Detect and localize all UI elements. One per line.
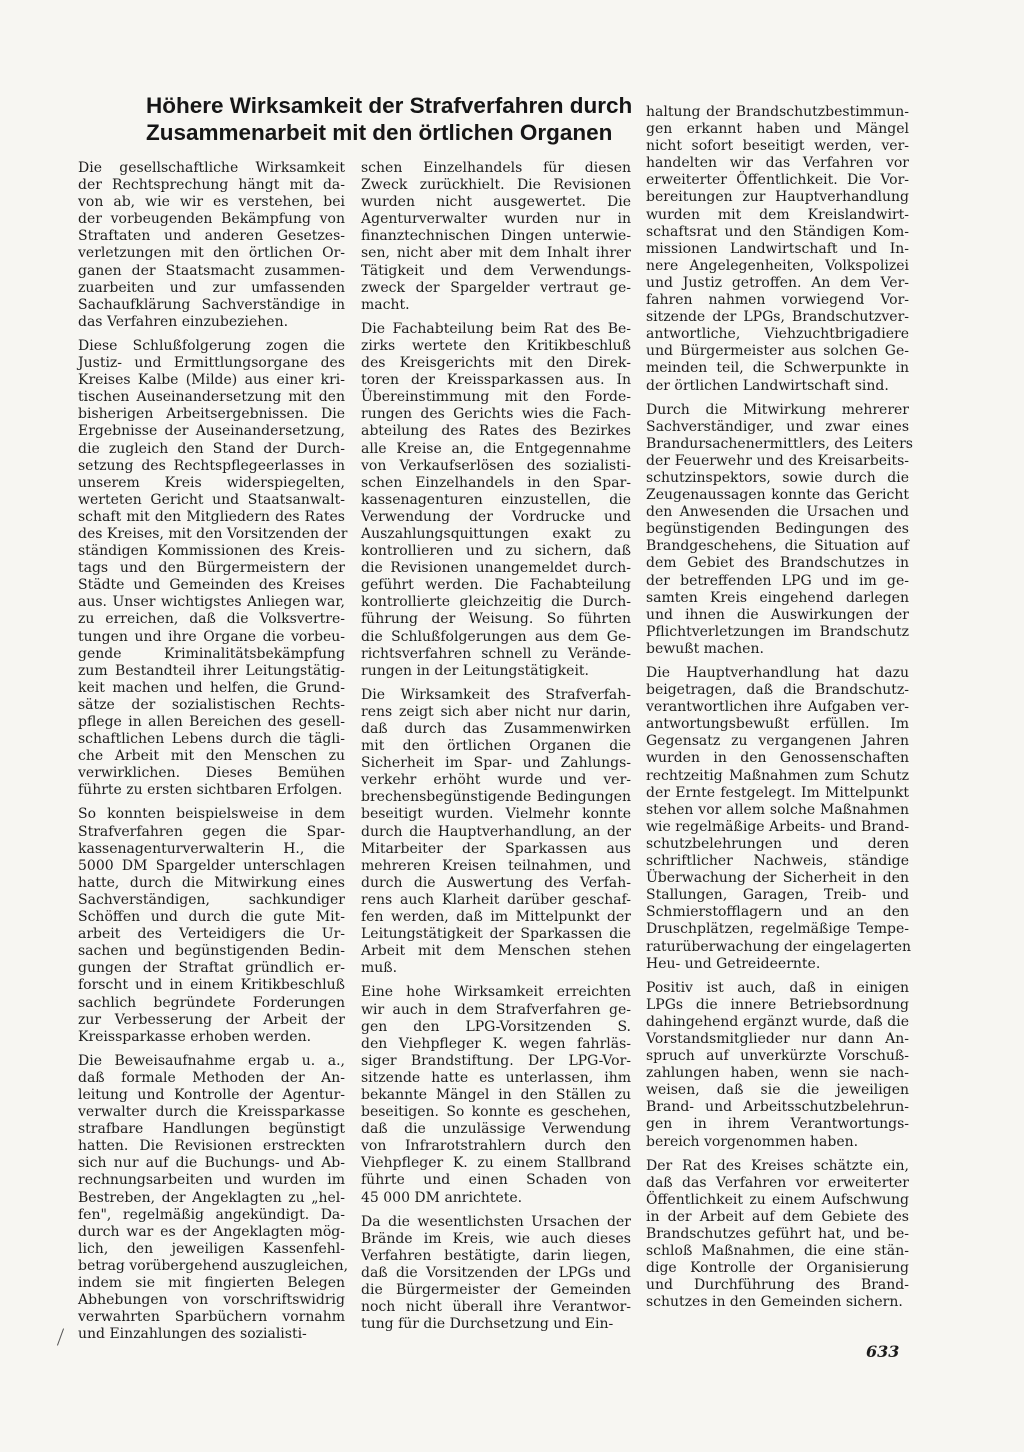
text-line: Leitungstätigkeit der Sparkassen die [361,926,631,943]
text-line: fen", regelmäßig angekündigt. Da- [78,1206,345,1223]
text-line: bereitungen zur Hauptverhandlung [646,189,909,206]
text-line: und Justiz getroffen. An dem Ver- [646,274,909,291]
text-line: indem sie mit fingierten Belegen [78,1275,345,1291]
text-line: des Kreises, mit den Vorsitzenden der [78,525,348,542]
text-line: Die Hauptverhandlung hat dazu [646,665,909,681]
text-line: verwalter durch die Kreissparkasse [78,1104,345,1121]
text-line: in der Arbeit auf dem Gebiete des [646,1208,909,1225]
text-line: rechnungsarbeiten und wurden im [78,1172,345,1189]
text-line: führte und einen Schaden von [361,1172,631,1189]
text-line: richtsverfahren schnell zu Verände- [361,645,631,662]
text-line: Verfahren bestätigte, darin liegen, [361,1247,631,1264]
text-line: Viehpfleger K. zu einem Stallbrand [361,1155,631,1172]
text-line: Straftaten und anderen Gesetzes- [78,228,345,245]
text-line: antwortungsbewußt erfüllen. Im [646,716,909,733]
text-line: Positiv ist auch, daß in einigen [646,979,909,996]
text-line: toren der Kreissparkassen aus. In [361,372,631,389]
text-line: bereich vorgenommen haben. [646,1133,859,1150]
text-line: Die gesellschaftliche Wirksamkeit [78,160,345,176]
title-line-1: Höhere Wirksamkeit der Strafverfahren durch [146,93,633,118]
text-line: stehen vor allem solche Maßnahmen [646,801,909,818]
text-line: ganen der Staatsmacht zusammen- [78,262,345,279]
text-column-3 [646,104,913,1318]
text-line: und Bürgermeister aus solchen Ge- [646,343,909,360]
text-line: rens auch Klarheit darüber geschaf- [361,891,631,908]
text-line: von Verkaufserlösen des sozialisti- [361,457,631,474]
text-line: Sachverständiger, und zwar eines [646,418,909,435]
margin-mark [57,1328,64,1345]
article-title [146,92,636,146]
text-line: Agenturverwalter wurden nur in [361,211,631,228]
paragraph [646,104,909,395]
text-line: gen den LPG-Vorsitzenden S. [361,1018,631,1035]
text-line: durch die Auswertung des Verfah- [361,874,631,891]
text-line: hatte, durch die Mitwirkung eines [78,874,345,891]
text-line: brechensbegünstigende Bedingungen [361,789,631,806]
text-line: betrag vorübergehend auszugleichen, [78,1257,349,1274]
text-line: schaftsrat und den Ständigen Kom- [646,223,909,240]
text-line: geführt werden. Die Fachabteilung [361,577,631,594]
text-line: schutzinspektors, sowie durch die [646,469,909,486]
paragraph [78,1052,349,1344]
text-line: zahlungen haben, wenn sie nach- [646,1065,909,1082]
text-line: mehreren Kreisen teilnahmen, und [361,857,631,874]
text-line: schloß Maßnahmen, die eine stän- [646,1243,909,1260]
text-line: LPGs die innere Betriebsordnung [646,996,909,1013]
text-line: Mitarbeiter der Sparkassen aus [361,840,631,857]
page-number: 633 [866,1342,900,1361]
text-line: rungen in der Leitungstätigkeit. [361,662,589,679]
text-line: Auszahlungsquittungen exakt zu [361,525,631,542]
text-line: wurden in den Genossenschaften [646,750,909,767]
text-line: mit den örtlichen Organen die [361,738,631,755]
text-line: rens zeigt sich aber nicht nur darin, [361,703,631,720]
text-line: begünstigenden Bedingungen des [646,521,909,538]
text-line: daß die Vorsitzenden der LPGs und [361,1264,631,1281]
text-line: Vorstandsmitglieder nur dann An- [646,1030,909,1047]
text-line: Sicherheit im Spar- und Zahlungs- [361,755,631,772]
text-line: zur Verbesserung der Arbeit der [78,1011,345,1028]
paragraph [361,160,631,314]
text-line: muß. [361,960,398,977]
text-line: schutzes in den Gemeinden sichern. [646,1294,903,1311]
text-line: gungen der Straftat gründlich er- [78,960,345,977]
text-line: meinden teil, die Schwerpunkte in [646,360,909,377]
text-line: aus. Unser wichtigstes Anliegen war, [78,594,345,611]
text-line: zuarbeiten und zur umfassenden [78,279,345,296]
text-line: werteten Gericht und Staatsanwalt- [78,491,345,508]
text-line: zweck der Spargelder vertraut ge- [361,279,631,296]
text-line: fen werden, daß im Mittelpunkt der [361,909,631,926]
title-line-2: Zusammenarbeit mit den örtlichen Organen [146,120,613,145]
paragraph [78,806,345,1045]
text-line: beigetragen, daß die Brandschutz- [646,682,909,699]
text-line: führte zu ersten sichtbaren Erfolgen. [78,782,343,799]
text-line: wurden mit dem Kreislandwirt- [646,206,909,223]
text-line: Pflichtverletzungen im Brandschutz [646,623,909,640]
text-line: handelten wir das Verfahren vor [646,155,909,172]
text-line: che Arbeit mit den Menschen zu [78,748,345,765]
text-line: noch nicht überall ihre Verantwor- [361,1299,631,1316]
text-line: Der Rat des Kreises schätzte ein, [646,1157,909,1174]
text-line: Strafverfahren gegen die Spar- [78,823,345,840]
text-line: Brände im Kreis, wie auch dieses [361,1230,631,1247]
text-line: Öffentlichkeit zu einem Aufschwung [646,1191,909,1208]
text-line: zum Bestandteil ihrer Leitungstätig- [78,662,345,679]
text-line: alle Kreise an, die Entgegennahme [361,440,631,457]
text-line: wir auch in dem Strafverfahren ge- [361,1001,631,1018]
text-line: samten Kreis eingehend darlegen [646,589,909,606]
text-line: Ergebnisse der Auseinandersetzung, [78,423,345,440]
text-line: der Feuerwehr und des Kreisarbeits- [646,452,909,469]
text-line: Kreises Kalbe (Milde) aus einer kri- [78,372,345,389]
text-line: schen Einzelhandels für diesen [361,160,631,176]
text-line: führung der Weisung. So führten [361,611,631,628]
text-line: durch die Hauptverhandlung, an der [361,823,631,840]
text-line: Die Beweisaufnahme ergab u. a., [78,1052,345,1069]
text-line: 5000 DM Spargelder unterschlagen [78,857,345,874]
text-line: strafbare Handlungen begünstigt [78,1121,345,1138]
text-line: die Revisionen unangemeldet durch- [361,560,631,577]
text-line: finanztechnischen Dingen unterwie- [361,228,631,245]
text-column-2 [361,160,631,1340]
text-line: beseitigt wurden. Vielmehr konnte [361,806,631,823]
text-line: kontrollierte gleichzeitig die Durch- [361,594,631,611]
text-line: weisen, daß sie die jeweiligen [646,1082,909,1099]
text-line: keit machen und helfen, die Grund- [78,679,345,696]
text-line: spruch auf unverkürzte Vorschuß- [646,1048,909,1065]
text-line: Zeugenaussagen konnte das Gericht [646,487,909,504]
text-line: missionen Landwirtschaft und In- [646,240,909,257]
text-line: schaftlichen Lebens durch die tägli- [78,731,345,748]
text-line: Zweck zurückhielt. Die Revisionen [361,177,631,194]
text-line: verwahrten Sparbüchern vornahm [78,1309,345,1326]
text-line: kassenagenturverwalterin H., die [78,840,345,857]
text-line: 45 000 DM anrichtete. [361,1189,523,1206]
text-line: gen erkannt haben und Mängel [646,121,909,138]
text-line: Bestreben, der Angeklagten zu „hel- [78,1189,345,1206]
text-line: tischen Auseinandersetzung mit den [78,389,345,406]
text-line: verwirklichen. Dieses Bemühen [78,765,345,782]
paragraph [361,1214,631,1334]
text-line: nere Angelegenheiten, Volkspolizei [646,257,909,274]
text-line: tags und den Bürgermeistern der [78,560,345,577]
text-line: der Rechtsprechung hängt mit da- [78,177,345,194]
text-line: Verwendung der Vordrucke und [361,508,631,525]
text-line: gende Kriminalitätsbekämpfung [78,645,345,662]
paragraph [78,160,345,331]
text-line: und Einzahlungen des sozialisti- [78,1326,307,1343]
text-line: Brand- und Arbeitsschutzbelehrun- [646,1099,909,1116]
text-line: wurden nicht ausgewertet. Die [361,194,631,211]
text-line: Übereinstimmung mit den Forde- [361,389,631,406]
text-line: Druschplätzen, regelmäßige Tempe- [646,921,909,938]
text-line: verantwortlichen ihre Aufgaben ver- [646,699,909,716]
text-line: Brandursachenermittlers, des Leiters [646,435,913,452]
text-line: Gegensatz zu vergangenen Jahren [646,733,909,750]
text-column-1 [78,160,349,1350]
text-line: daß formale Methoden der An- [78,1069,345,1086]
text-line: sätze der sozialistischen Rechts- [78,696,345,713]
text-line: setzung des Rechtspflegeerlasses in [78,457,345,474]
paragraph [361,321,631,680]
text-line: Schöffen und durch die gute Mit- [78,909,345,926]
text-line: Heu- und Getreideernte. [646,955,821,972]
paragraph [646,401,913,658]
text-line: schutzbelehrungen und deren [646,835,909,852]
text-line: erweiterter Öffentlichkeit. Die Vor- [646,172,909,189]
text-line: den Anwesenden die Ursachen und [646,504,909,521]
paragraph [646,665,912,973]
paragraph [78,337,348,800]
text-line: tung für die Durchsetzung und Ein- [361,1316,614,1333]
text-line: daß durch das Zusammenwirken [361,721,631,737]
text-line: haltung der Brandschutzbestimmun- [646,104,909,120]
text-line: und ihnen die Auswirkungen der [646,606,909,623]
text-line: gen in ihrem Verantwortungs- [646,1116,909,1133]
text-line: fahren nahmen vorwiegend Vor- [646,292,909,309]
text-line: daß die unzulässige Verwendung [361,1121,631,1138]
text-line: rechtzeitig Maßnahmen zum Schutz [646,767,909,784]
text-line: sachlich begründete Forderungen [78,994,345,1011]
text-line: die Schlußfolgerungen aus dem Ge- [361,628,631,645]
text-line: schaft mit den Mitgliedern des Rates [78,508,345,525]
text-line: der Ernte festgelegt. Im Mittelpunkt [646,784,909,801]
text-line: Sachverständigen, sachkundiger [78,891,345,908]
text-line: Eine hohe Wirksamkeit erreichten [361,984,631,1001]
text-line: zirks wertete den Kritikbeschluß [361,337,631,354]
text-line: des Kreisgerichts mit den Direk- [361,355,631,372]
text-line: Brandschutzes geführt hat, und be- [646,1226,909,1242]
text-line: raturüberwachung der eingelagerten [646,938,912,955]
text-line: die zugleich den Stand der Durch- [78,440,345,457]
text-line: der örtlichen Landwirtschaft sind. [646,377,889,394]
text-line: leitung und Kontrolle der Agentur- [78,1086,345,1103]
text-line: Überwachung der Sicherheit in den [646,870,909,887]
text-line: von ab, wie wir es verstehen, bei [78,194,345,211]
text-line: nicht sofort beseitigt werden, ver- [646,138,909,155]
text-line: tungen und ihre Organe die vorbeu- [78,628,345,645]
text-line: bisherigen Arbeitsergebnissen. Die [78,406,345,423]
text-line: abteilung des Rates des Bezirkes [361,423,631,440]
paragraph [361,687,631,978]
paragraph [361,984,631,1206]
text-line: und Durchführung des Brand- [646,1277,909,1294]
text-line: pflege in allen Bereichen des gesell- [78,714,345,730]
text-line: Kreissparkasse erhoben werden. [78,1028,312,1045]
text-line: daß das Verfahren vor erweiterter [646,1174,909,1191]
text-line: verkehr erhöht wurde und ver- [361,772,631,789]
text-line: Tätigkeit und dem Verwendungs- [361,262,631,279]
text-line: Stallungen, Garagen, Treib- und [646,887,909,904]
text-line: antwortliche, Viehzuchtbrigadiere [646,326,909,343]
text-line: das Verfahren einzubeziehen. [78,313,289,330]
text-line: Diese Schlußfolgerung zogen die [78,337,345,354]
text-line: lich, den jeweiligen Kassenfehl- [78,1240,345,1257]
text-line: dahingehend ergänzt wurde, daß die [646,1013,909,1030]
text-line: verletzungen mit den örtlichen Or- [78,245,345,262]
text-line: hatten. Die Revisionen erstreckten [78,1138,345,1155]
text-line: dem Gebiet des Brandschutzes in [646,555,909,572]
text-line: bewußt machen. [646,640,764,657]
text-line: durch war es der Angeklagten mög- [78,1223,345,1240]
text-line: sen, nicht aber mit dem Inhalt ihrer [361,245,631,262]
text-line: Sachaufklärung Sachverständige in [78,296,345,313]
text-line: von Infrarotstrahlern durch den [361,1138,631,1155]
text-line: sich nur auf die Buchungs- und Ab- [78,1155,345,1172]
text-line: zu erreichen, daß die Volksvertre- [78,611,345,628]
text-line: den Viehpfleger K. wegen fahrläs- [361,1035,631,1052]
text-line: Die Fachabteilung beim Rat des Be- [361,320,631,337]
text-line: forscht und in einem Kritikbeschluß [78,977,345,994]
text-line: sitzende der LPGs, Brandschutzver- [646,309,909,326]
text-line: siger Brandstiftung. Der LPG-Vor- [361,1052,631,1069]
text-line: wie regelmäßige Arbeits- und Brand- [646,818,910,835]
text-line: schen Einzelhandels in den Spar- [361,474,631,491]
text-line: macht. [361,296,410,313]
text-line: Brandgeschehens, die Situation auf [646,538,909,555]
text-line: Städte und Gemeinden des Kreises [78,577,345,594]
text-line: beseitigen. So konnte es geschehen, [361,1104,631,1121]
text-line: bekannte Mängel in den Ställen zu [361,1086,631,1103]
text-line: sitzende hatte es unterlassen, ihm [361,1069,631,1086]
text-line: arbeit des Verteidigers die Ur- [78,926,345,943]
paragraph [646,1158,909,1312]
text-line: So konnten beispielsweise in dem [78,806,345,823]
text-line: Arbeit mit dem Menschen stehen [361,943,631,960]
text-line: Durch die Mitwirkung mehrerer [646,401,909,418]
text-line: der vorbeugenden Bekämpfung von [78,211,345,228]
text-line: der betreffenden LPG und im ge- [646,572,909,589]
text-line: dige Kontrolle der Organisierung [646,1260,909,1277]
text-line: rungen des Gerichts wies die Fach- [361,406,631,423]
text-line: Da die wesentlichsten Ursachen der [361,1213,631,1230]
text-line: Die Wirksamkeit des Strafverfah- [361,686,631,703]
text-line: unserem Kreis widerspiegelten, [78,474,345,491]
text-line: die Bürgermeister der Gemeinden [361,1282,631,1298]
text-line: kassenagenturen einzustellen, die [361,491,631,508]
paragraph [646,980,909,1151]
text-line: Abhebungen von vorschriftswidrig [78,1292,345,1309]
text-line: Schmierstofflagern und an den [646,904,909,921]
text-line: schriftlicher Nachweis, ständige [646,853,909,870]
text-line: kontrollieren und zu sichern, daß [361,543,631,560]
text-line: Justiz- und Ermittlungsorgane des [78,355,345,372]
text-line: ständigen Kommissionen des Kreis- [78,543,345,560]
text-line: sachen und begünstigenden Bedin- [78,943,345,960]
